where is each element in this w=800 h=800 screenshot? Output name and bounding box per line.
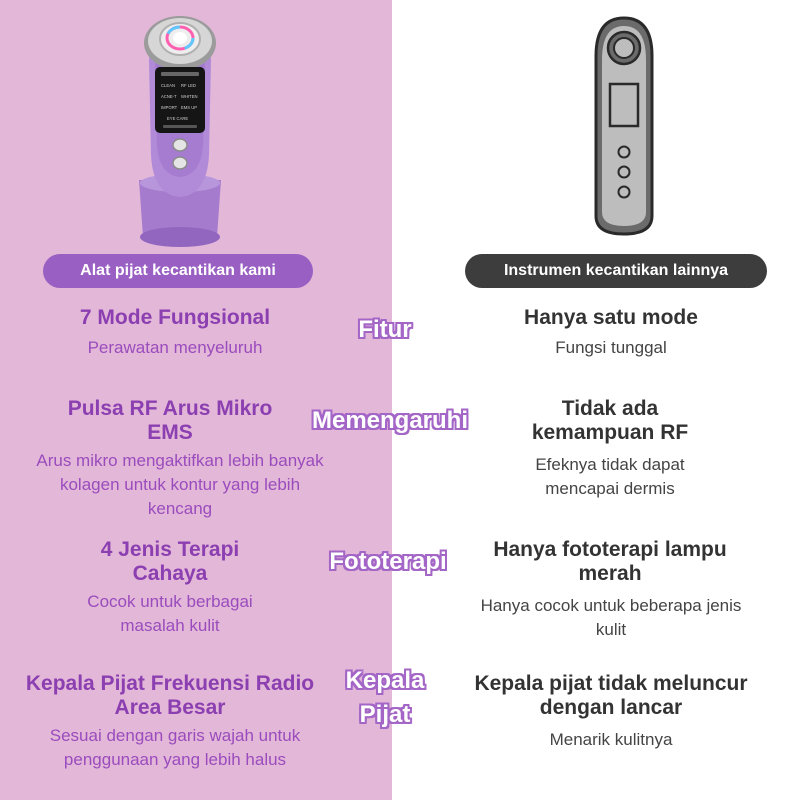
our-massager-device-image [125,5,235,250]
row2-other-desc: Efeknya tidak dapat mencapai dermis [535,455,685,498]
row4-other-desc-box [500,728,722,752]
row4-category-line1: Kepala [345,667,425,694]
row3-ours [70,538,270,586]
row1-category: Fitur [358,316,412,343]
row1-ours-desc: Perawatan menyeluruh [87,338,263,357]
row3-ours-desc-box [70,590,270,638]
row3-other-desc-box [470,594,752,642]
row4-category [330,664,440,732]
row2-ours-title: Pulsa RF Arus Mikro EMS [67,397,273,444]
row2-ours-desc-box [35,449,325,521]
row4-ours [20,672,320,720]
row4-other-title: Kepala pijat tidak meluncur dengan lancar [474,672,748,719]
row2-other-desc-box [510,453,710,501]
row2-ours [65,397,275,445]
row3-other-title: Hanya fototerapi lampu merah [493,538,727,585]
row4-ours-title: Kepala Pijat Frekuensi Radio Area Besar [25,672,315,719]
row3-category: Fototerapi [329,548,447,575]
row3-ours-desc: Cocok untuk berbagai masalah kulit [87,592,253,635]
screen-label-ems-up: EMS UP [181,105,198,110]
row1-ours [15,306,335,360]
other-device-label: Instrumen kecantikan lainnya [465,254,767,288]
row4-other [460,672,762,720]
screen-label-whiten: WHITEN [181,94,198,99]
row4-category-line2: Pijat [359,701,411,728]
screen-label-import: IMPORT [161,105,178,110]
row3-other-desc: Hanya cocok untuk beberapa jenis kulit [480,596,742,639]
screen-label-acne: ACNE-T [161,94,177,99]
row1-ours-title: 7 Mode Fungsional [79,306,271,329]
row4-other-desc: Menarik kulitnya [549,730,673,749]
row2-other-title: Tidak ada kemampuan RF [531,397,689,444]
row2-ours-desc: Arus mikro mengaktifkan lebih banyak kolagen untuk kontur yang lebih kencang [36,451,324,518]
row4-ours-desc-box [20,724,330,772]
row3-other [490,538,730,586]
row2-category: Memengaruhi [311,407,469,434]
row1-other [455,306,767,360]
row4-ours-desc: Sesuai dengan garis wajah untuk penggunaan yang lebih halus [49,726,301,769]
other-device-image [592,16,656,238]
row1-other-title: Hanya satu mode [524,306,698,329]
screen-label-eye-care: EYE CARE [167,116,189,121]
row3-ours-title: 4 Jenis Terapi Cahaya [100,538,240,585]
screen-label-rf-led: RF LED [181,83,196,88]
screen-label-clean: CLEAN [161,83,175,88]
our-device-label: Alat pijat kecantikan kami [43,254,313,288]
row2-other [500,397,720,445]
row1-other-desc: Fungsi tunggal [555,338,667,357]
